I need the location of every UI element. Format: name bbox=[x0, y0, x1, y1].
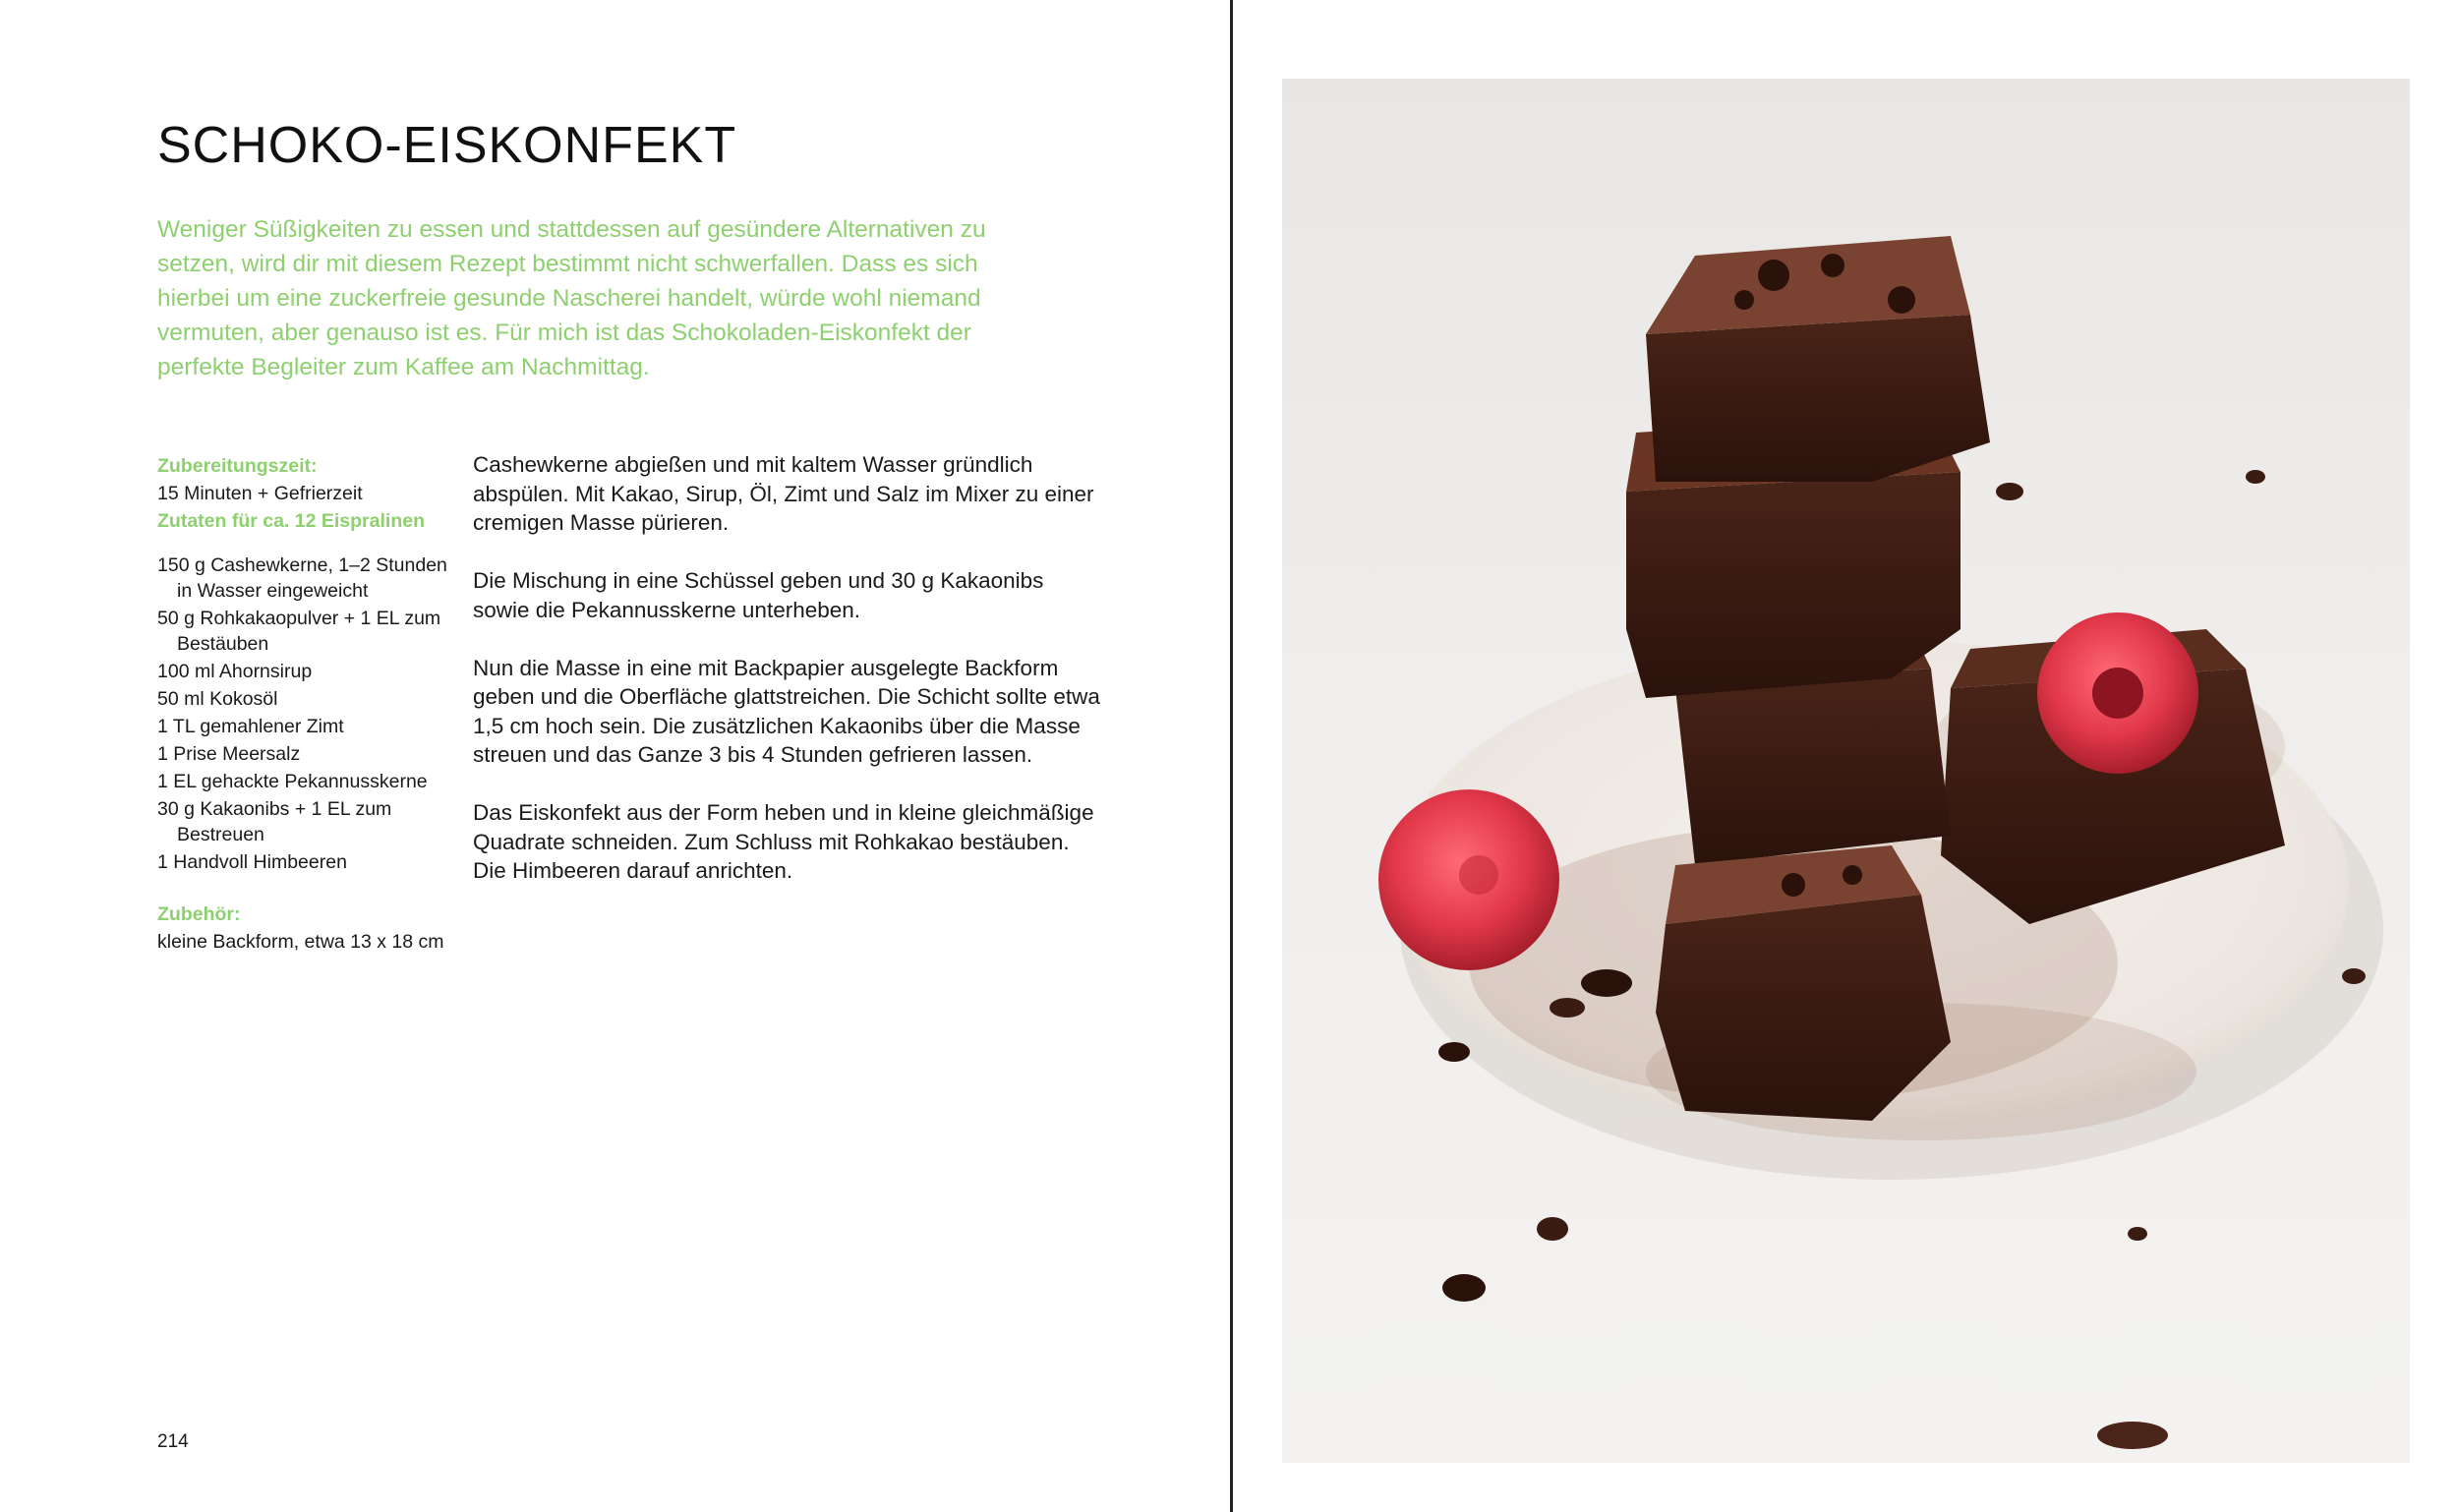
ingredient-item: 150 g Cashewkerne, 1–2 Stunden in Wasser eingeweicht bbox=[157, 554, 447, 602]
instruction-step: Das Eiskonfekt aus der Form heben und in kleine gleichmäßige Quadrate schneiden. Zum Schluss mit Rohkakao bestäuben. Die Himbeeren darauf anrichten. bbox=[473, 800, 1094, 883]
ingredient-item: 1 Handvoll Himbeeren bbox=[157, 851, 347, 873]
ingredient-item: 30 g Kakaonibs + 1 EL zum Bestreuen bbox=[157, 798, 392, 845]
prep-time-label: Zubereitungszeit: bbox=[157, 455, 318, 477]
chocolate-block-stack-top bbox=[1646, 236, 1990, 482]
ingredients-sidebar bbox=[157, 452, 452, 956]
recipe-intro: Weniger Süßigkeiten zu essen und stattdessen auf gesündere Alternativen zu setzen, wird dir mit diesem Rezept bestimmt nicht schwerfallen. Dass es sich hierbei um eine zuckerfreie gesunde Nascherei handelt, würde wohl niemand vermuten, aber genauso ist es. Für mich ist das Schokoladen-Eiskonfekt der perfekte Begleiter zum Kaffee am Nachmittag. bbox=[157, 216, 986, 380]
instruction-step: Die Mischung in eine Schüssel geben und 30 g Kakaonibs sowie die Pekannusskerne unterheben. bbox=[473, 568, 1044, 622]
equipment-label: Zubehör: bbox=[157, 903, 241, 925]
ingredient-item: 1 Prise Meersalz bbox=[157, 743, 301, 765]
ingredient-item: 50 g Rohkakaopulver + 1 EL zum Bestäuben bbox=[157, 608, 441, 655]
prep-time-value: 15 Minuten + Gefrierzeit bbox=[157, 483, 363, 504]
instructions bbox=[473, 450, 1102, 914]
raspberry-left bbox=[1378, 789, 1559, 970]
equipment-value: kleine Backform, etwa 13 x 18 cm bbox=[157, 931, 444, 953]
page-number: 214 bbox=[157, 1431, 189, 1452]
dessert-photo bbox=[1282, 79, 2410, 1463]
chocolate-block-front bbox=[1656, 845, 1951, 1121]
ingredient-item: 50 ml Kokosöl bbox=[157, 688, 278, 710]
recipe-title: SCHOKO-EISKONFEKT bbox=[157, 117, 737, 174]
ingredient-item: 1 TL gemahlener Zimt bbox=[157, 716, 344, 737]
ingredients-label: Zutaten für ca. 12 Eispralinen bbox=[157, 510, 425, 532]
ingredient-item: 1 EL gehackte Pekannusskerne bbox=[157, 771, 428, 792]
instruction-step: Nun die Masse in eine mit Backpapier ausgelegte Backform geben und die Oberfläche glattstreichen. Die Schicht sollte etwa 1,5 cm hoch sein. Die zusätzlichen Kakaonibs über die Masse streuen und das Ganze 3 bis 4 Stunden gefrieren lassen. bbox=[473, 655, 1100, 767]
raspberry-top bbox=[2037, 612, 2198, 774]
instruction-step: Cashewkerne abgießen und mit kaltem Wasser gründlich abspülen. Mit Kakao, Sirup, Öl, Zimt und Salz im Mixer zu einer cremigen Masse pürieren. bbox=[473, 452, 1094, 535]
ingredient-list bbox=[157, 552, 452, 875]
ingredient-item: 100 ml Ahornsirup bbox=[157, 661, 313, 682]
